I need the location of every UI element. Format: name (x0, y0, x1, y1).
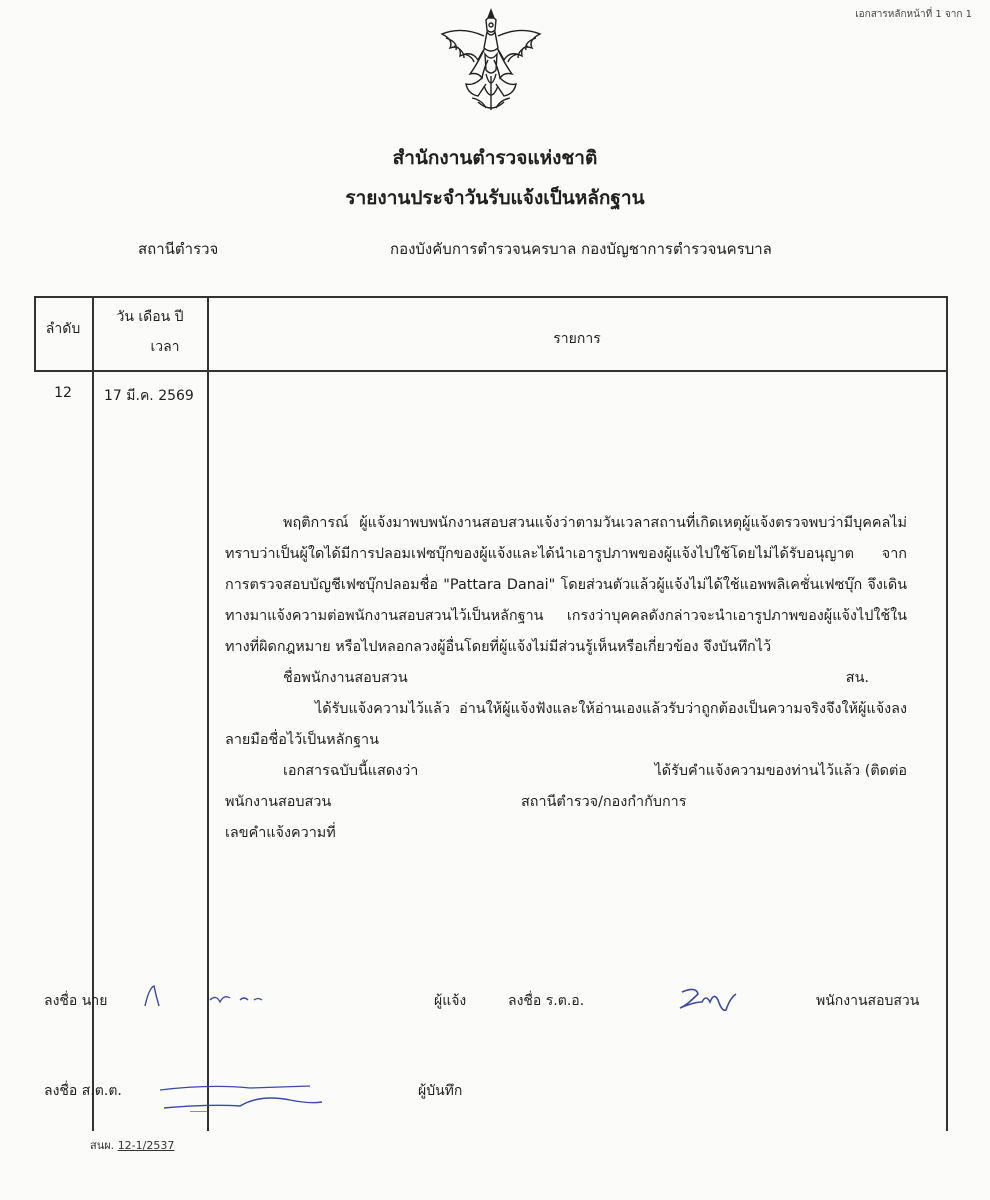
station-division-label: สถานีตำรวจ/กองกำกับการ (521, 794, 687, 810)
investigator-label: พนักงานสอบสวน (225, 794, 332, 810)
report-number-label: เลขคำแจ้งความที่ (225, 825, 336, 841)
officer-role: พนักงานสอบสวน (816, 993, 920, 1009)
col-header-no: ลำดับ (45, 321, 81, 337)
col-header-time: เวลา (150, 339, 180, 355)
document-label: เอกสารฉบับนี้แสดงว่า (283, 763, 419, 779)
officer-suffix: สน. (845, 670, 869, 686)
incident-paragraph: พฤติการณ์ ผู้แจ้งมาพบพนักงานสอบสวนแจ้งว่าตามวันเวลาสถานที่เกิดเหตุผู้แจ้งตรวจพบว่ามีบุคคลไม่ทราบว่าเป็นผู้ใดได้มีการปลอมเฟซบุ๊กของผู้แจ้งและได้นำเอารูปภาพของผู้แจ้งไปใช้โดยไม่ได้รับอนุญาต จากการตรวจสอบบัญชีเฟซบุ๊กปลอมชื่อ "Pattara Danai" โดยส่วนตัวแล้วผู้แจ้งไม่ได้ใช้แอพพลิเคชั่นเฟซบุ๊ก จึงเดินทางมาแจ้งความต่อพนักงานสอบสวนไว้เป็นหลักฐาน เกรงว่าบุคคลดังกล่าวจะนำเอารูปภาพของผู้แจ้งไปใช้ในทางที่ผิดกฎหมาย หรือไปหลอกลวงผู้อื่นโดยที่ผู้แจ้งไม่มีส่วนรู้เห็นหรือเกี่ยวข้อง จึงบันทึกไว้ (225, 515, 907, 655)
station-label: สถานีตำรวจ (138, 240, 219, 258)
recorder-signature-icon (150, 1082, 330, 1112)
informant-role: ผู้แจ้ง (434, 993, 467, 1009)
form-code (90, 1136, 174, 1154)
table-right-border (946, 296, 948, 1131)
report-body (225, 508, 907, 849)
recorder-sign-label: ลงชื่อ ส.ต.ต. (44, 1083, 122, 1099)
garuda-emblem-icon (432, 4, 550, 116)
officer-name-line (225, 663, 907, 694)
agency-title: สำนักงานตำรวจแห่งชาติ (392, 147, 598, 169)
form-code-prefix: สนผ. (90, 1139, 115, 1152)
station-value: กองบังคับการตำรวจนครบาล กองบัญชาการตำรวจนครบาล (390, 240, 772, 258)
form-code-number: 12-1/2537 (117, 1139, 175, 1152)
col-header-date: วัน เดือน ปี (116, 309, 184, 325)
informant-sign-label: ลงชื่อ นาย (44, 993, 108, 1009)
investigator-line (225, 787, 907, 818)
officer-signature-icon (676, 984, 746, 1016)
informant-signature-icon (140, 982, 280, 1012)
row-number: 12 (54, 385, 72, 401)
officer-sign-label: ลงชื่อ ร.ต.อ. (508, 993, 585, 1009)
header-bottom-border (34, 370, 947, 372)
report-title: รายงานประจำวันรับแจ้งเป็นหลักฐาน (345, 187, 645, 209)
page-indicator: เอกสารหลักหน้าที่ 1 จาก 1 (855, 9, 972, 20)
recorder-role: ผู้บันทึก (418, 1083, 463, 1099)
row-date: 17 มี.ค. 2569 (104, 388, 194, 404)
officer-name-label: ชื่อพนักงานสอบสวน (283, 670, 408, 686)
col-header-item: รายการ (553, 331, 601, 347)
document-line (225, 756, 907, 787)
report-number-line (225, 818, 907, 849)
acknowledgement-paragraph: ได้รับแจ้งความไว้แล้ว อ่านให้ผู้แจ้งฟังและให้อ่านเองแล้วรับว่าถูกต้องเป็นความจริงจึงให้ผู้แจ้งลงลายมือชื่อไว้เป็นหลักฐาน (225, 701, 907, 748)
document-received-text: ได้รับคำแจ้งความของท่านไว้แล้ว (ติดต่อ (654, 763, 907, 779)
table-top-border (34, 296, 947, 298)
